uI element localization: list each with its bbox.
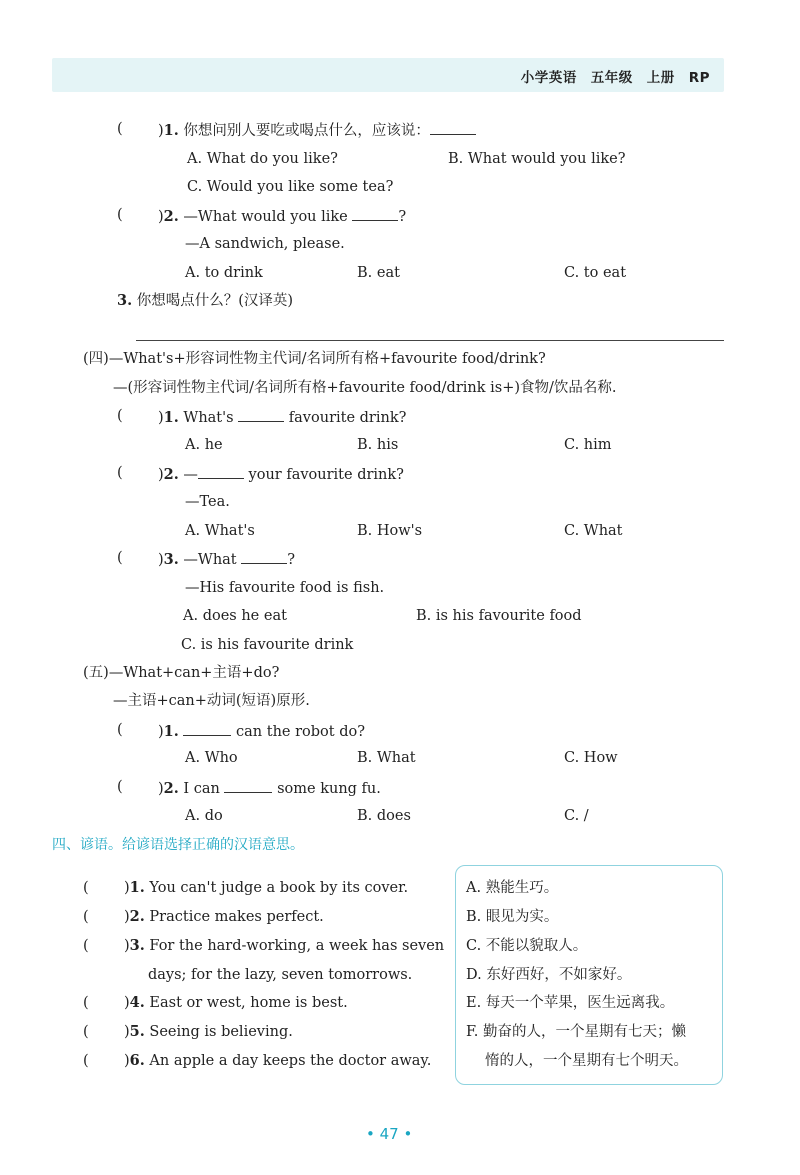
p3-q2-option-c[interactable]: C. to eat [564, 265, 627, 281]
p3-q1-option-a[interactable]: A. What do you like? [187, 151, 338, 167]
s4-item5-paren-close: ) [124, 1024, 130, 1040]
p4-q2-line2: —Tea. [185, 494, 230, 510]
p3-q2-option-a[interactable]: A. to drink [185, 265, 263, 281]
s4-item1 [124, 879, 408, 897]
p5-q2-option-b[interactable]: B. does [357, 808, 411, 824]
p5-q1-stem [158, 721, 365, 741]
p5-q2-blank[interactable] [224, 778, 272, 793]
p3-q1-stem [158, 120, 476, 140]
p4-q2-stem [158, 464, 404, 484]
s4-item2-paren-close: ) [124, 909, 130, 925]
p3-q3-text: 你想喝点什么？(汉译英) [136, 293, 294, 309]
pattern4-heading1: (四)—What's+形容词性物主代词/名词所有格+favourite food/drink? [83, 351, 546, 367]
p5-q1-option-a[interactable]: A. Who [185, 750, 238, 766]
proverb-option-f: F. 勤奋的人，一个星期有七天；懒 [466, 1024, 687, 1040]
s4-item4-text: East or west, home is best. [149, 995, 348, 1011]
p5-q1-blank[interactable] [183, 721, 231, 736]
proverb-option-d: D. 东好西好，不如家好。 [466, 967, 632, 983]
s4-item4 [124, 994, 348, 1012]
p4-q1-paren-close: ) [158, 410, 164, 426]
pattern4-heading2: —(形容词性物主代词/名词所有格+favourite food/drink is+)食物/饮品名称. [113, 380, 617, 396]
p4-q3-number: 3. [163, 551, 179, 568]
p3-q1-option-b[interactable]: B. What would you like? [448, 151, 626, 167]
p4-q2-option-b[interactable]: B. How's [357, 523, 423, 539]
s4-item2-text: Practice makes perfect. [149, 909, 324, 925]
p3-q1-number: 1. [163, 122, 179, 139]
s4-item3-text2: days; for the lazy, seven tomorrows. [148, 967, 413, 983]
p5-q2-text-after: some kung fu. [277, 781, 381, 797]
p4-q1-option-a[interactable]: A. he [185, 437, 223, 453]
p5-q1-number: 1. [163, 723, 179, 740]
p3-q1-paren-close: ) [158, 123, 164, 139]
pattern5-heading2: —主语+can+动词(短语)原形. [113, 693, 310, 709]
p5-q1-paren-close: ) [158, 724, 164, 740]
s4-item1-paren-open: ( [83, 880, 89, 896]
p3-q2-paren-close: ) [158, 209, 164, 225]
p4-q1-text: What's [183, 410, 234, 426]
p4-q1-option-c[interactable]: C. him [564, 437, 612, 453]
p4-q3-blank[interactable] [241, 549, 287, 564]
p5-q1-option-c[interactable]: C. How [564, 750, 618, 766]
s4-item6-number: 6. [129, 1052, 145, 1069]
p4-q3-option-a[interactable]: A. does he eat [183, 608, 287, 624]
s4-item6-paren-close: ) [124, 1053, 130, 1069]
s4-item1-paren-close: ) [124, 880, 130, 896]
s4-item3-paren-close: ) [124, 938, 130, 954]
page-number: • 47 • [366, 1125, 413, 1143]
p4-q1-option-b[interactable]: B. his [357, 437, 399, 453]
p3-q2-number: 2. [163, 208, 179, 225]
s4-item4-paren-open: ( [83, 995, 89, 1011]
p5-q2-paren-close: ) [158, 781, 164, 797]
p3-q2-text: —What would you like [183, 209, 348, 225]
proverb-option-b: B. 眼见为实。 [466, 909, 559, 925]
p5-q2-option-c[interactable]: C. / [564, 808, 589, 824]
p3-q3 [117, 292, 293, 310]
s4-item3-paren-open: ( [83, 938, 89, 954]
s4-item1-text: You can't judge a book by its cover. [149, 880, 409, 896]
s4-item2-number: 2. [129, 908, 145, 925]
p4-q2-text: — [183, 467, 198, 483]
s4-item5-number: 5. [129, 1023, 145, 1040]
s4-item5-paren-open: ( [83, 1024, 89, 1040]
p4-q2-blank[interactable] [198, 464, 244, 479]
s4-item2 [124, 908, 324, 926]
s4-item3-text: For the hard-working, a week has seven [149, 938, 445, 954]
p5-q2-text: I can [183, 781, 220, 797]
s4-item3-number: 3. [129, 937, 145, 954]
p4-q1-text-after: favourite drink? [288, 410, 407, 426]
p4-q3-text-after: ? [287, 552, 296, 568]
header-edition: RP [688, 70, 710, 86]
s4-item5-text: Seeing is believing. [149, 1024, 293, 1040]
p3-q3-answer-line[interactable] [136, 340, 724, 341]
p3-q2-blank[interactable] [352, 206, 398, 221]
p5-q2-stem [158, 778, 381, 798]
page-header-banner [52, 58, 724, 92]
s4-item6-text: An apple a day keeps the doctor away. [149, 1053, 432, 1069]
p3-q1-paren-open: ( [117, 121, 123, 137]
s4-item3 [124, 937, 444, 955]
s4-item6 [124, 1052, 431, 1070]
p3-q1-option-c[interactable]: C. Would you like some tea? [187, 179, 394, 195]
p4-q1-stem [158, 407, 406, 427]
p4-q2-paren-open: ( [117, 465, 123, 481]
s4-item6-paren-open: ( [83, 1053, 89, 1069]
p4-q3-option-b[interactable]: B. is his favourite food [416, 608, 582, 624]
p4-q3-paren-open: ( [117, 550, 123, 566]
p4-q3-option-c[interactable]: C. is his favourite drink [181, 637, 354, 653]
p3-q3-number: 3. [117, 292, 133, 309]
header-grade: 五年级 [590, 70, 633, 86]
p5-q1-text-after: can the robot do? [236, 724, 365, 740]
p4-q2-number: 2. [163, 466, 179, 483]
p4-q3-text: —What [183, 552, 237, 568]
proverb-option-c: C. 不能以貌取人。 [466, 938, 588, 954]
header-text [507, 66, 710, 86]
s4-item4-number: 4. [129, 994, 145, 1011]
s4-item5 [124, 1023, 293, 1041]
proverb-option-a: A. 熟能生巧。 [466, 880, 559, 896]
p3-q2-line2: —A sandwich, please. [185, 236, 345, 252]
p4-q2-option-a[interactable]: A. What's [185, 523, 255, 539]
p5-q1-option-b[interactable]: B. What [357, 750, 416, 766]
section4-title: 四、谚语。给谚语选择正确的汉语意思。 [52, 837, 304, 853]
p5-q2-paren-open: ( [117, 779, 123, 795]
p3-q1-blank[interactable] [430, 120, 476, 135]
header-volume: 上册 [646, 70, 675, 86]
p3-q2-paren-open: ( [117, 207, 123, 223]
p4-q2-option-c[interactable]: C. What [564, 523, 623, 539]
p4-q1-paren-open: ( [117, 408, 123, 424]
p3-q1-text: 你想问别人要吃或喝点什么，应该说： [183, 123, 430, 139]
p4-q3-stem [158, 549, 295, 569]
s4-item2-paren-open: ( [83, 909, 89, 925]
pattern5-heading1: (五)—What+can+主语+do? [83, 665, 280, 681]
p3-q2-stem [158, 206, 406, 226]
proverb-option-e: E. 每天一个苹果，医生远离我。 [466, 995, 675, 1011]
p3-q2-text-after: ? [398, 209, 407, 225]
header-subject: 小学英语 [520, 70, 577, 86]
p4-q3-paren-close: ) [158, 552, 164, 568]
p4-q2-paren-close: ) [158, 467, 164, 483]
proverb-option-f-cont: 惰的人，一个星期有七个明天。 [485, 1053, 688, 1069]
s4-item1-number: 1. [129, 879, 145, 896]
s4-item4-paren-close: ) [124, 995, 130, 1011]
p5-q2-option-a[interactable]: A. do [185, 808, 223, 824]
p5-q1-paren-open: ( [117, 722, 123, 738]
p4-q2-text-after: your favourite drink? [248, 467, 404, 483]
p3-q2-option-b[interactable]: B. eat [357, 265, 400, 281]
p4-q1-blank[interactable] [238, 407, 284, 422]
p5-q2-number: 2. [163, 780, 179, 797]
p4-q1-number: 1. [163, 409, 179, 426]
p4-q3-line2: —His favourite food is fish. [185, 580, 385, 596]
